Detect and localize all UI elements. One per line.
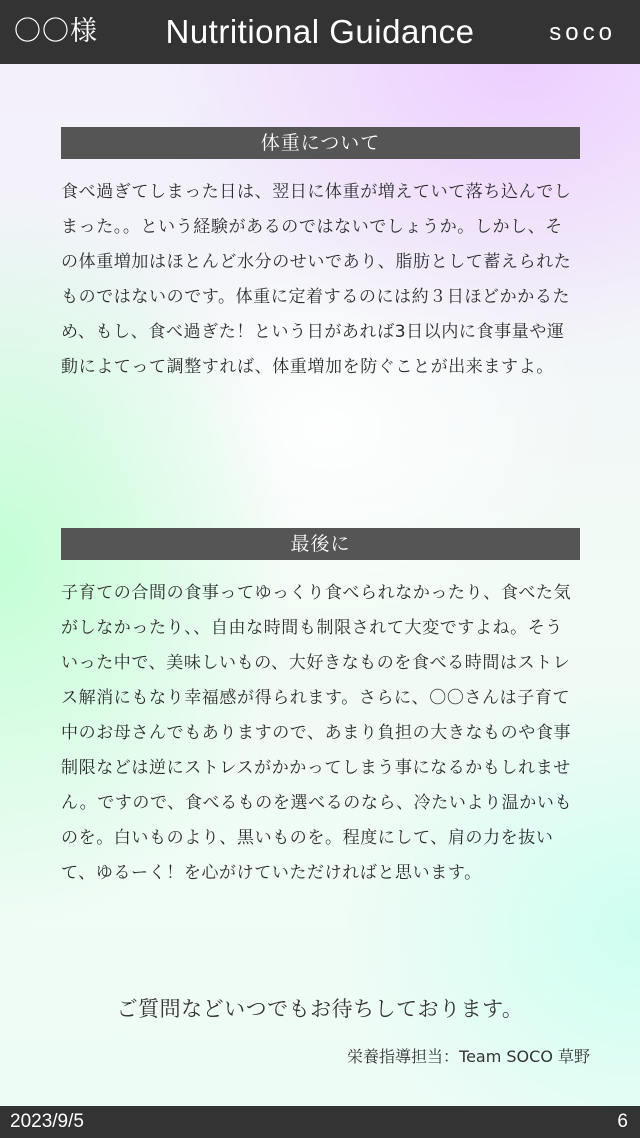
section-body-closing: 子育ての合間の食事ってゆっくり食べられなかったり、食べた気がしなかったり、、自由な時間も制限されて大変ですよね。そういった中で、美味しいもの、大好きなものを食べる時間はストレス解消にもなり幸福感が得られます。さらに、〇〇さんは子育て中のお母さんでもありますので、あまり負担の大きなものや食事制限などは逆にストレスがかかってしまう事になるかもしれません。ですので、食べるものを選べるのなら、冷たいより温かいものを。白いものより、黒いものを。程度にして、肩の力を抜いて、ゆるーく！を心がけていただければと思います。 — [61, 583, 573, 883]
section-heading-weight: 体重について — [61, 127, 580, 159]
recipient-name: 〇〇様 — [14, 16, 98, 47]
page-title: Nutritional Guidance — [165, 13, 475, 50]
brand-logo: soco — [549, 19, 616, 46]
closing-message: ご質問などいつでもお待ちしております。 — [116, 997, 524, 1021]
signature: 栄養指導担当：Team SOCO 草野 — [347, 1047, 590, 1066]
section-heading-closing: 最後に — [61, 528, 580, 560]
footer-date: 2023/9/5 — [10, 1111, 84, 1132]
top-bar — [0, 0, 640, 64]
section-body-weight: 食べ過ぎてしまった日は、翌日に体重が増えていて落ち込んでしまった。。という経験があるのではないでしょうか。しかし、その体重増加はほとんど水分のせいであり、脂肪として蓄えられたものではないのです。体重に定着するのには約３日ほどかかるため、もし、食べ過ぎた！という日があれば3日以内に食事量や運動によてって調整すれば、体重増加を防ぐことが出来ますよ。 — [61, 182, 572, 377]
page-number: 6 — [617, 1111, 628, 1132]
bottom-bar — [0, 1106, 640, 1138]
